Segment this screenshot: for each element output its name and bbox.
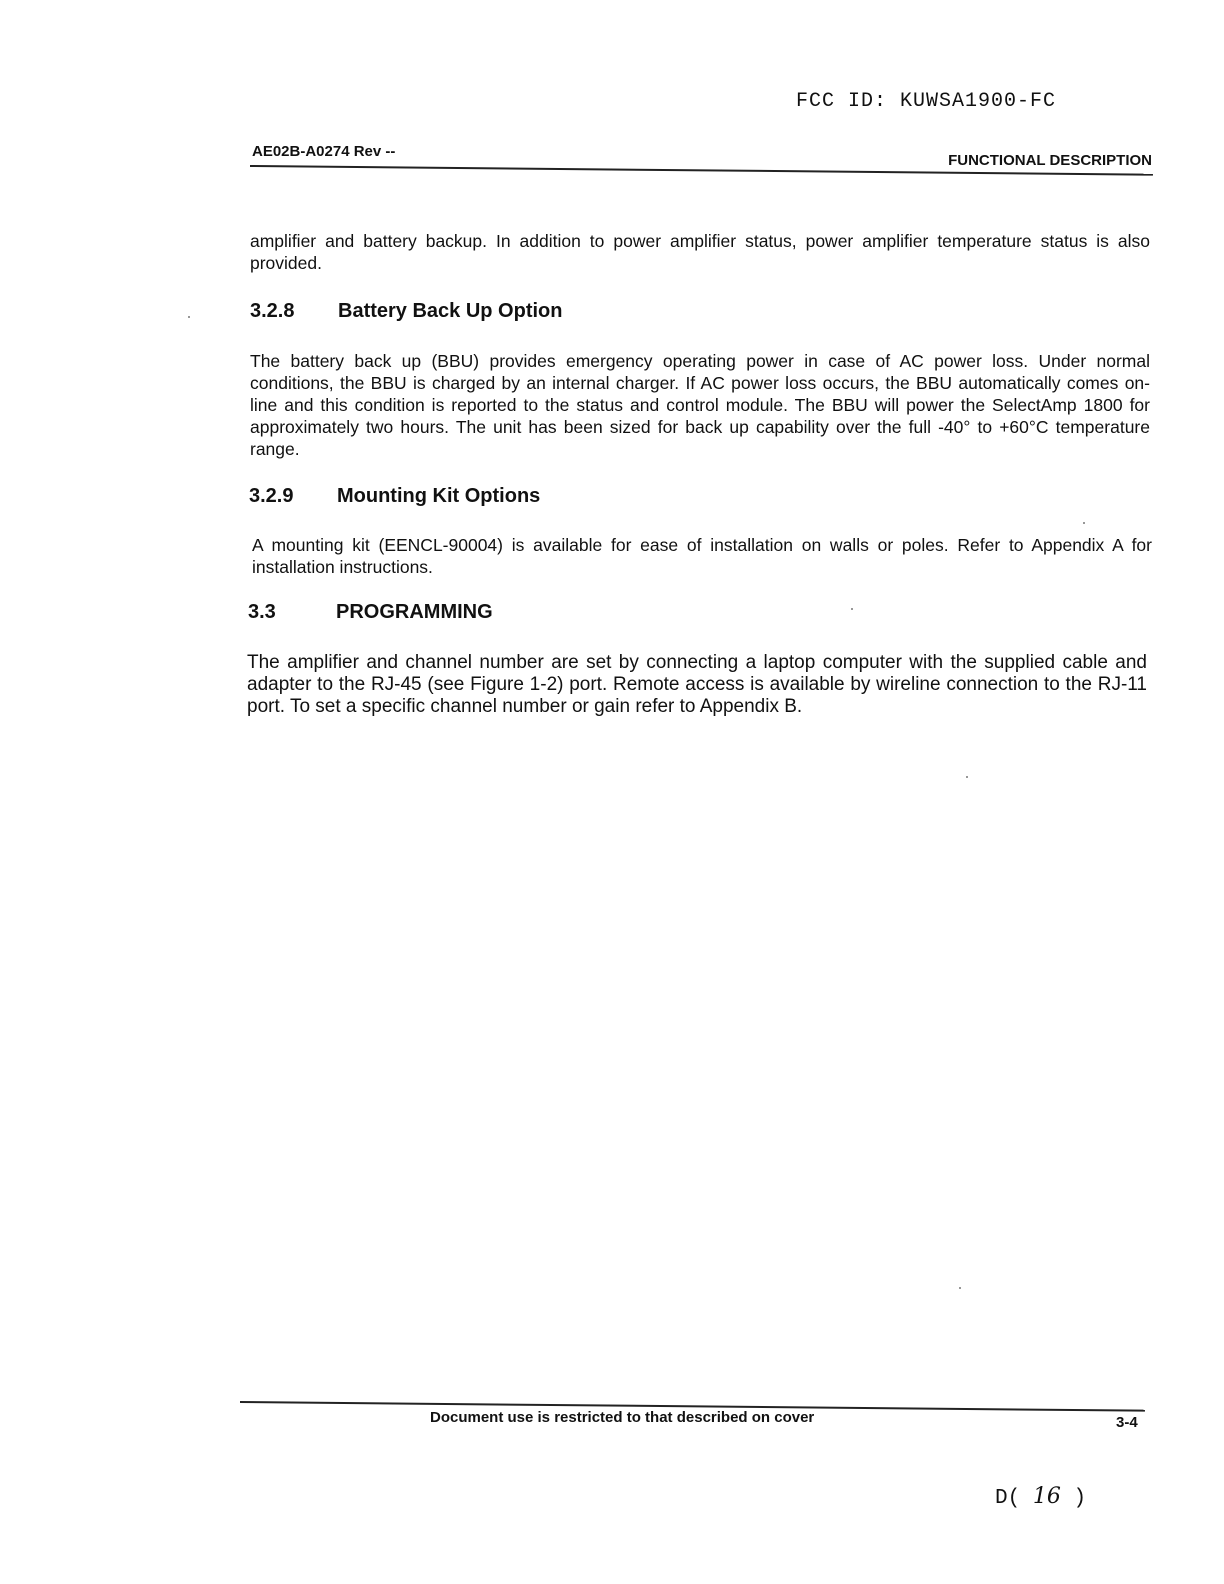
section-heading-3-2-9	[249, 485, 540, 508]
section-heading-3-3	[248, 601, 493, 624]
handwritten-page-mark	[995, 1484, 1086, 1510]
intro-paragraph: amplifier and battery backup. In addition to power amplifier status, power amplifier temperature status is also provided.	[250, 231, 1150, 273]
section-header-title: FUNCTIONAL DESCRIPTION	[948, 152, 1152, 169]
mark-prefix: D(	[995, 1487, 1021, 1510]
footer-notice: Document use is restricted to that described on cover	[430, 1409, 815, 1426]
mark-number: 16	[1032, 1484, 1061, 1509]
programming-paragraph: The amplifier and channel number are set by connecting a laptop computer with the supplied cable and adapter to the RJ-45 (see Figure 1-2) port. Remote access is available by wireline connection to the RJ-11 port. To set a specific channel number or gain refer to Appendix B.	[247, 652, 1147, 717]
section-title: Battery Back Up Option	[338, 300, 563, 322]
scan-speck	[959, 1287, 961, 1289]
battery-backup-paragraph: The battery back up (BBU) provides emergency operating power in case of AC power loss. Under normal conditions, the BBU is charged by an internal charger. If AC power loss occurs, the BBU automatically comes on-line and this condition is reported to the status and control module. The BBU will power the SelectAmp 1800 for approximately two hours. The unit has been sized for back up capability over the full -40° to +60°C temperature range.	[250, 351, 1150, 459]
section-number: 3.3	[248, 601, 276, 623]
mounting-kit-paragraph: A mounting kit (EENCL-90004) is available for ease of installation on walls or poles. Refer to Appendix A for installation instructions.	[252, 535, 1152, 577]
section-number: 3.2.9	[249, 485, 294, 507]
section-title: PROGRAMMING	[336, 601, 493, 623]
scan-speck	[1083, 522, 1085, 524]
section-heading-3-2-8	[250, 300, 562, 323]
scan-speck	[851, 608, 853, 610]
scan-speck	[188, 316, 190, 318]
scan-speck	[966, 776, 968, 778]
page-number: 3-4	[1116, 1414, 1138, 1431]
document-number: AE02B-A0274 Rev --	[252, 143, 396, 160]
fcc-id-label: FCC ID: KUWSA1900-FC	[796, 90, 1057, 113]
section-title: Mounting Kit Options	[337, 485, 541, 507]
section-number: 3.2.8	[250, 300, 295, 322]
mark-suffix: )	[1073, 1487, 1087, 1510]
